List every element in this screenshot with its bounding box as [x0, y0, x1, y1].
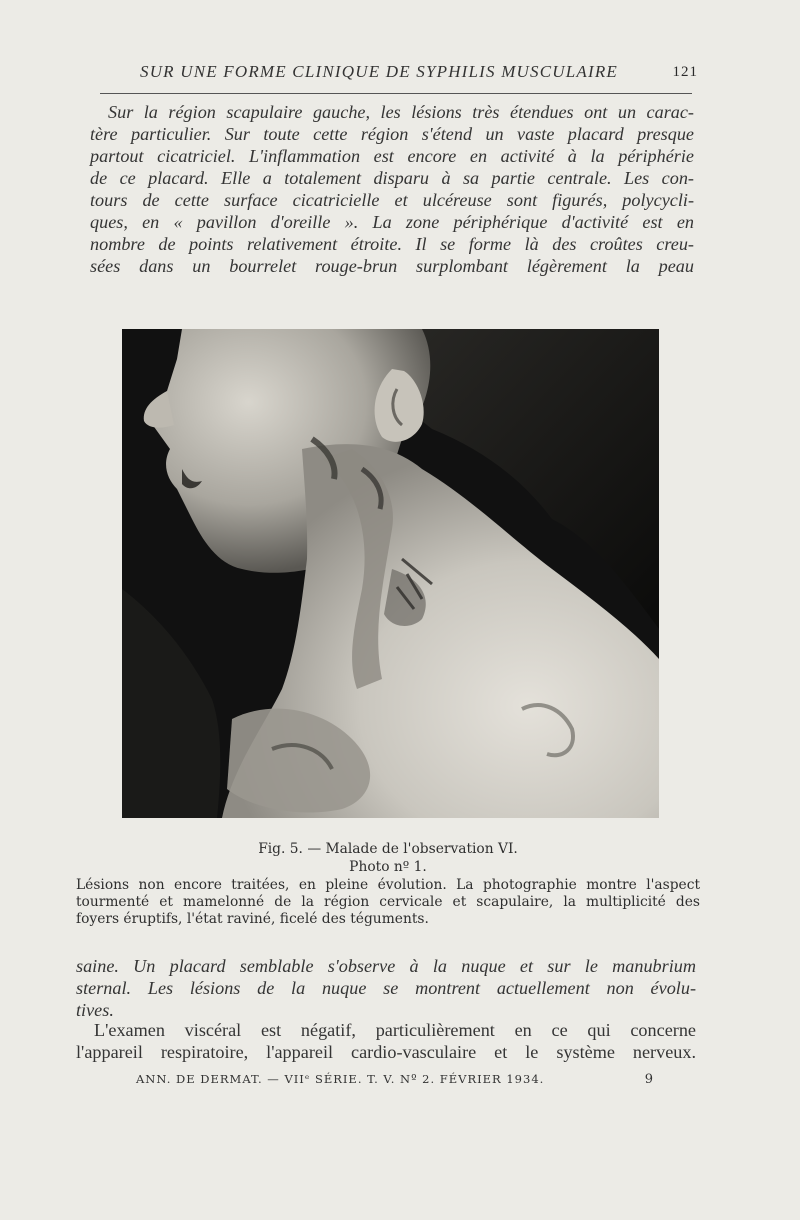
continuation-paragraph: [76, 955, 696, 1021]
signature-mark: 9: [644, 1072, 654, 1087]
page-footer: [136, 1072, 656, 1092]
caption-line: tourmenté et mamelonné de la région cervicale et scapulaire, la multiplicité des: [76, 894, 700, 910]
top-paragraph: [90, 101, 694, 277]
figure-caption: [76, 840, 700, 928]
text-line: nombre de points relativement étroite. Il se forme là des croûtes creu-: [90, 234, 694, 254]
caption-line: foyers éruptifs, l'état raviné, ficelé des téguments.: [76, 911, 429, 927]
caption-line: Lésions non encore traitées, en pleine évolution. La photographie montre l'aspect: [76, 877, 700, 893]
text-line: partout cicatriciel. L'inflammation est encore en activité à la périphérie: [90, 146, 694, 166]
text-line: sées dans un bourrelet rouge-brun surplombant légèrement la peau: [90, 256, 694, 276]
text-line: tives.: [76, 1000, 114, 1020]
journal-reference: ANN. DE DERMAT. — VIIᵉ SÉRIE. T. V. Nº 2. FÉVRIER 1934.: [136, 1072, 545, 1086]
text-line: tours de cette surface cicatricielle et ulcéreuse sont figurés, polycycli-: [90, 190, 694, 210]
page-number: 121: [672, 64, 698, 80]
running-title: SUR UNE FORME CLINIQUE DE SYPHILIS MUSCULAIRE: [140, 62, 619, 81]
text-line: Sur la région scapulaire gauche, les lésions très étendues ont un carac-: [108, 102, 694, 122]
clinical-photograph: [122, 329, 659, 818]
text-line: tère particulier. Sur toute cette région s'étend un vaste placard presque: [90, 124, 694, 144]
text-line: sternal. Les lésions de la nuque se montrent actuellement non évolu-: [76, 978, 696, 998]
figure-title: Fig. 5. — Malade de l'observation VI.: [258, 841, 518, 857]
figure-description: [76, 877, 700, 928]
header-rule: [100, 93, 692, 94]
text-line: ques, en « pavillon d'oreille ». La zone périphérique d'activité est en: [90, 212, 694, 232]
running-header: [100, 58, 700, 88]
text-line: l'appareil respiratoire, l'appareil cardio-vasculaire et le système nerveux.: [76, 1042, 696, 1062]
final-paragraph: [76, 1019, 696, 1063]
text-line: saine. Un placard semblable s'observe à la nuque et sur le manubrium: [76, 956, 696, 976]
text-line: de ce placard. Elle a totalement disparu à sa partie centrale. Les con-: [90, 168, 694, 188]
photo-illustration: [122, 329, 659, 818]
text-line: L'examen viscéral est négatif, particulièrement en ce qui concerne: [94, 1020, 696, 1040]
photo-label: Photo nº 1.: [349, 859, 427, 875]
